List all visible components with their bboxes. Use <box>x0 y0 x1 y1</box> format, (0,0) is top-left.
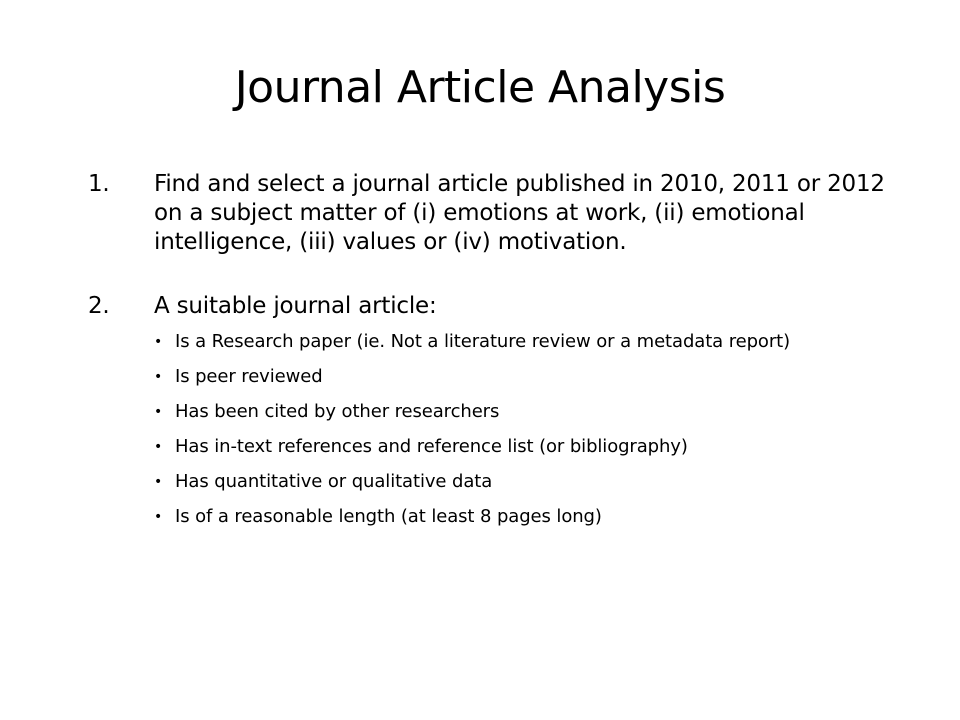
item-number: 1. <box>88 171 110 197</box>
criteria-item <box>154 436 908 458</box>
criteria-text: Has in-text references and reference list (or bibliography) <box>175 436 688 457</box>
criteria-text: Is of a reasonable length (at least 8 pages long) <box>175 506 602 527</box>
slide-content <box>88 170 908 541</box>
bullet-icon: • <box>154 369 163 385</box>
criteria-item <box>154 331 908 353</box>
criteria-text: Has quantitative or qualitative data <box>175 471 493 492</box>
criteria-item <box>154 506 908 528</box>
criteria-item <box>154 401 908 423</box>
numbered-item-1 <box>88 170 908 257</box>
criteria-text: Is peer reviewed <box>175 366 323 387</box>
criteria-text: Is a Research paper (ie. Not a literature review or a metadata report) <box>175 331 791 352</box>
bullet-icon: • <box>154 404 163 420</box>
item-number: 2. <box>88 293 110 319</box>
slide-title: Journal Article Analysis <box>234 62 726 113</box>
bullet-icon: • <box>154 474 163 490</box>
criteria-item <box>154 366 908 388</box>
bullet-icon: • <box>154 509 163 525</box>
criteria-text: Has been cited by other researchers <box>175 401 500 422</box>
numbered-item-2 <box>88 292 908 528</box>
item-text: A suitable journal article: <box>154 293 437 319</box>
bullet-icon: • <box>154 439 163 455</box>
criteria-item <box>154 471 908 493</box>
criteria-list <box>154 331 908 528</box>
bullet-icon: • <box>154 334 163 350</box>
item-text: Find and select a journal article published in 2010, 2011 or 2012 on a subject matter of (i) emotions at work, (ii) emotional intelligence, (iii) values or (iv) motivation. <box>154 171 885 255</box>
